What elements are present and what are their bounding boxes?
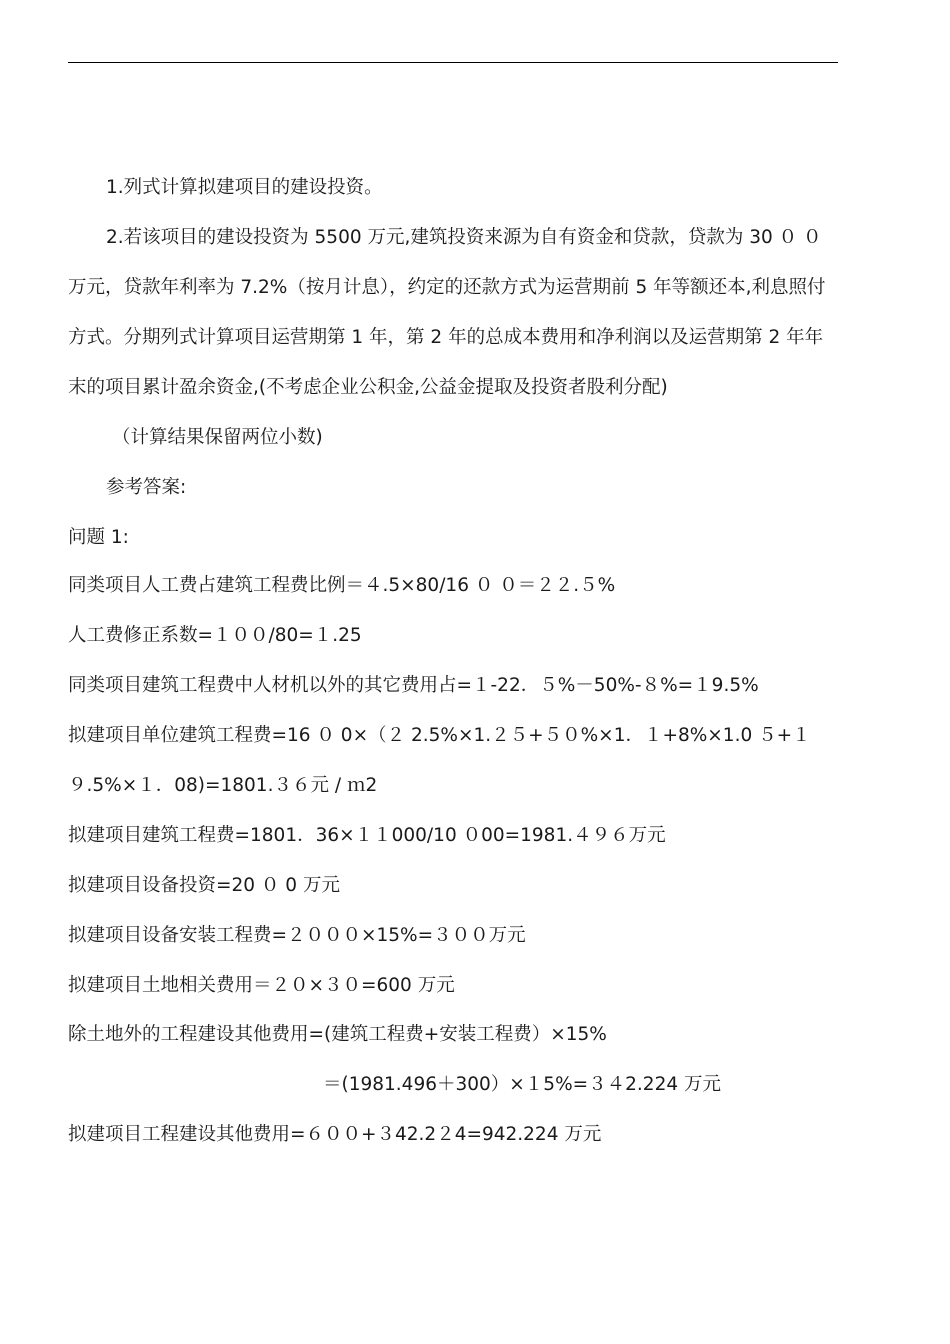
calc-installation-cost: 拟建项目设备安装工程费=２０００×15%=３００万元	[68, 925, 526, 946]
question-2-line-1: 2.若该项目的建设投资为 5500 万元,建筑投资来源为自有资金和贷款，贷款为 30 ０ ０	[106, 227, 822, 248]
question-2-line-2: 万元，贷款年利率为 7.2%（按月计息），约定的还款方式为运营期前 5 年等额还本,利息照付	[68, 277, 826, 298]
answer-heading: 参考答案:	[106, 477, 187, 498]
calc-other-construction-cost-value: ＝(1981.496＋300）×１5%=３４2.224 万元	[323, 1074, 721, 1095]
calc-building-cost: 拟建项目建筑工程费=1801．36×１１000/10 ０00=1981.４９６万元	[68, 825, 666, 846]
calc-other-construction-cost-formula: 除土地外的工程建设其他费用=(建筑工程费+安装工程费）×15%	[68, 1024, 607, 1045]
calc-unit-building-cost-line-2: ９.5%×１．08)=1801.３６元 / ｍ2	[68, 775, 378, 796]
question-1: 1.列式计算拟建项目的建设投资。	[106, 177, 383, 198]
calc-equipment-investment: 拟建项目设备投资=20 ０ 0 万元	[68, 875, 340, 896]
calc-labor-ratio: 同类项目人工费占建筑工程费比例＝４.5×80/16 ０ ０＝２２.５%	[68, 575, 616, 596]
calc-labor-correction: 人工费修正系数=１００/80=１.25	[68, 625, 362, 646]
question-2-line-4: 末的项目累计盈余资金,(不考虑企业公积金,公益金提取及投资者股利分配)	[68, 377, 668, 398]
question-2-line-3: 方式。分期列式计算项目运营期第 1 年，第 2 年的总成本费用和净利润以及运营期第 2 年年	[68, 327, 824, 348]
calc-unit-building-cost-line-1: 拟建项目单位建筑工程费=16 ０ 0×（２ 2.5%×1.２５+５０%×1．１+8%×1.0 ５+１	[68, 725, 811, 746]
calc-total-other-construction-cost: 拟建项目工程建设其他费用=６００+３42.2２4=942.224 万元	[68, 1124, 602, 1145]
header-rule	[68, 62, 838, 63]
calc-other-cost-ratio: 同类项目建筑工程费中人材机以外的其它费用占=１-22．５%－50%-８%=１9.5%	[68, 675, 759, 696]
problem-1-heading: 问题 1:	[68, 527, 129, 548]
rounding-note: （计算结果保留两位小数)	[112, 427, 323, 448]
calc-land-cost: 拟建项目土地相关费用＝２０×３０=600 万元	[68, 975, 455, 996]
